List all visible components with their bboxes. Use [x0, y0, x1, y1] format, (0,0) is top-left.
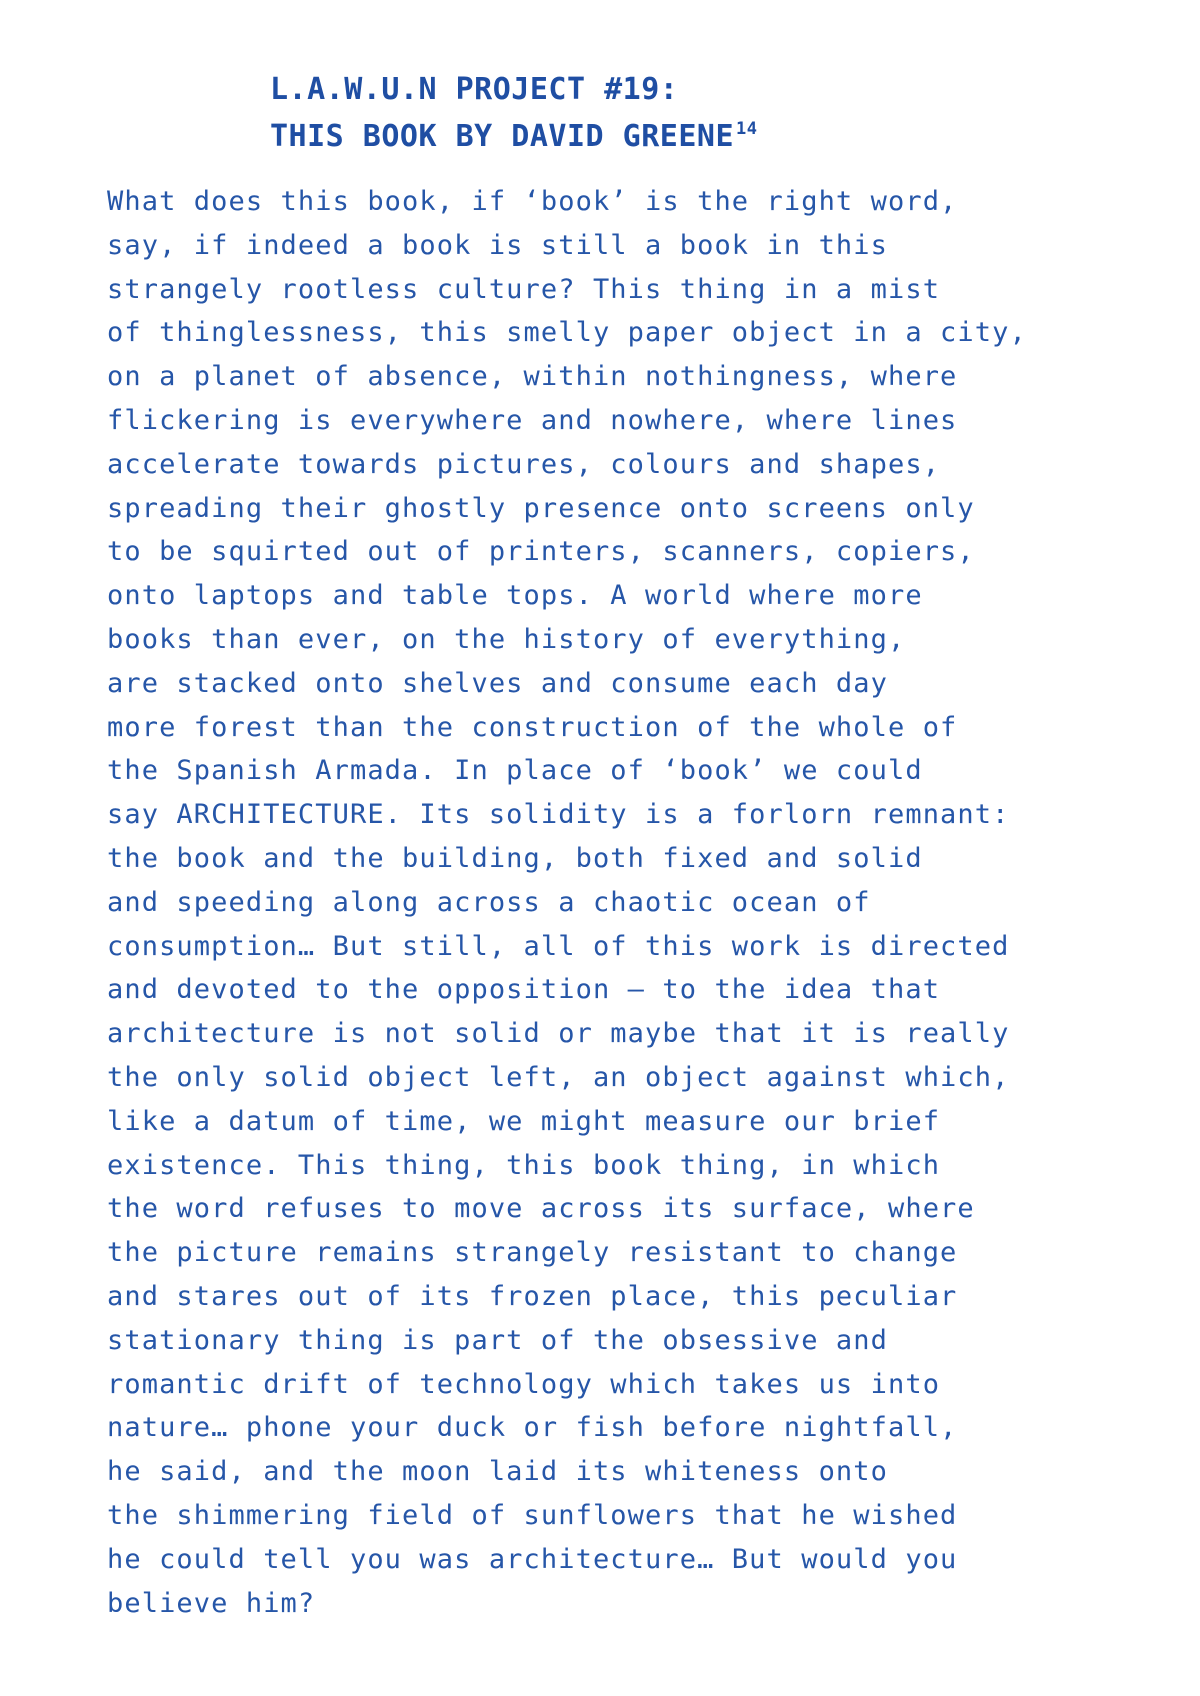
- text-line: believe him?: [107, 1587, 316, 1619]
- text-line: he said, and the moon laid its whiteness onto: [107, 1456, 888, 1488]
- text-line: and devoted to the opposition – to the idea that: [107, 974, 941, 1006]
- text-line: books than ever, on the history of everything,: [107, 623, 906, 655]
- text-line: accelerate towards pictures, colours and shapes,: [107, 448, 941, 480]
- text-line: he could tell you was architecture… But would you: [107, 1543, 958, 1575]
- text-line: like a datum of time, we might measure our brief: [107, 1105, 941, 1137]
- text-line: onto laptops and table tops. A world where more: [107, 580, 923, 612]
- text-line: and speeding along across a chaotic ocean of: [107, 886, 871, 918]
- text-line: consumption… But still, all of this work is directed: [107, 930, 1010, 962]
- text-line: say ARCHITECTURE. Its solidity is a forlorn remnant:: [107, 799, 1010, 831]
- text-line: architecture is not solid or maybe that it is really: [107, 1018, 1010, 1050]
- text-line: existence. This thing, this book thing, in which: [107, 1149, 941, 1181]
- text-line: the Spanish Armada. In place of ‘book’ we could: [107, 755, 923, 787]
- text-line: of thinglessness, this smelly paper object in a city,: [107, 317, 1027, 349]
- text-line: the only solid object left, an object against which,: [107, 1061, 1010, 1093]
- text-line: spreading their ghostly presence onto screens only: [107, 492, 975, 524]
- text-line: the word refuses to move across its surface, where: [107, 1193, 975, 1225]
- text-line: more forest than the construction of the whole of: [107, 711, 958, 743]
- text-line: to be squirted out of printers, scanners, copiers,: [107, 536, 975, 568]
- body-paragraph: [107, 180, 1167, 1625]
- text-line: nature… phone your duck or fish before nightfall,: [107, 1412, 958, 1444]
- text-line: romantic drift of technology which takes us into: [107, 1368, 941, 1400]
- text-line: and stares out of its frozen place, this peculiar: [107, 1280, 958, 1312]
- text-line: say, if indeed a book is still a book in this: [107, 229, 888, 261]
- text-line: strangely rootless culture? This thing in a mist: [107, 273, 941, 305]
- title-line-2: [270, 113, 758, 165]
- title-line-2-text: THIS BOOK BY DAVID GREENE: [270, 119, 735, 154]
- text-line: stationary thing is part of the obsessive and: [107, 1324, 888, 1356]
- title-line-1: L.A.W.U.N PROJECT #19:: [270, 72, 679, 107]
- page-title: [270, 66, 758, 165]
- text-line: the picture remains strangely resistant to change: [107, 1237, 958, 1269]
- text-line: on a planet of absence, within nothingness, where: [107, 361, 958, 393]
- text-line: the shimmering field of sunflowers that he wished: [107, 1499, 958, 1531]
- text-line: flickering is everywhere and nowhere, where lines: [107, 404, 958, 436]
- text-line: the book and the building, both fixed and solid: [107, 842, 923, 874]
- footnote-reference: 14: [736, 119, 758, 139]
- text-line: What does this book, if ‘book’ is the right word,: [107, 186, 958, 217]
- text-line: are stacked onto shelves and consume each day: [107, 667, 888, 699]
